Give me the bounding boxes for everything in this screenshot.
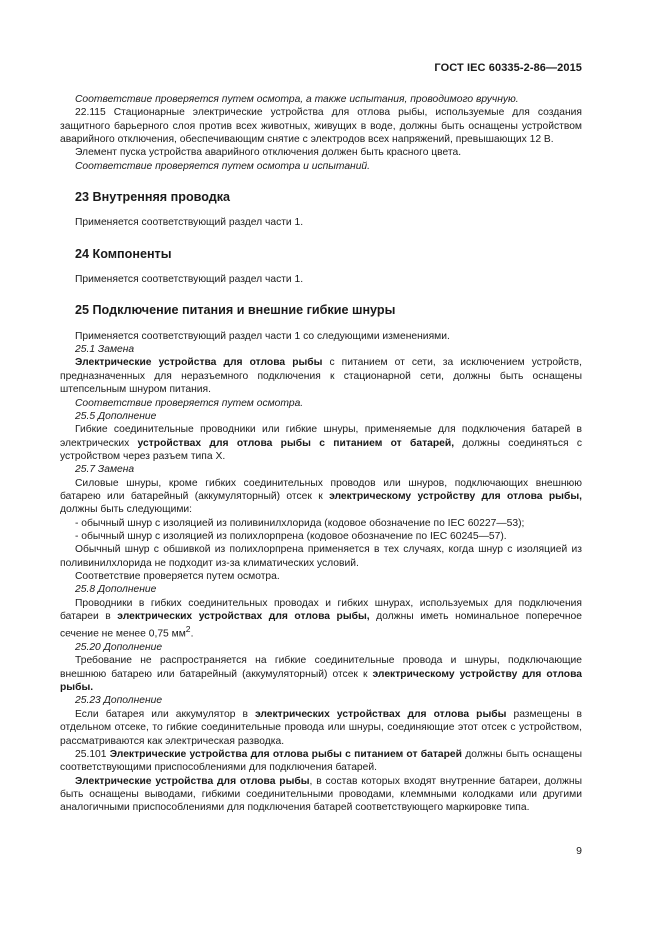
text-run: должны иметь номинальное поперечное сечение не менее 0,75 мм xyxy=(60,611,582,640)
clause-25-20-text xyxy=(60,654,582,694)
defined-term: электрическому устройству для отлова рыбы, xyxy=(329,490,582,502)
text-run: с питанием от сети, за исключением устройств, предназначенных для неразъемного подключения к стационарной сети, должны быть оснащены штепсельным шнуром питания. xyxy=(60,357,582,396)
paragraph-check: Соответствие проверяется путем осмотра и испытаний. xyxy=(75,160,371,172)
text-run: Требование не распространяется на гибкие соединительные провода и шнуры, подключающие внешнюю батарею или батарейный (аккумуляторный) отсек к xyxy=(60,655,582,680)
clause-25-8-text xyxy=(60,597,582,641)
clause-25-7-text xyxy=(60,477,582,517)
clause-25-5-text xyxy=(60,423,582,463)
clause-25-7-text-2: Обычный шнур с обшивкой из полихлорпрена применяется в тех случаях, когда шнур с изоляцией из поливинилхлорида не подходит из-за климатических условий. xyxy=(60,544,582,569)
section-24-heading: 24 Компоненты xyxy=(75,246,172,261)
clause-25-7-label: 25.7 Замена xyxy=(75,464,135,476)
clause-25-1-label: 25.1 Замена xyxy=(75,344,135,356)
defined-term: электрическому устройству для отлова рыбы. xyxy=(60,668,582,694)
list-item: - обычный шнур с изоляцией из поливинилхлорида (кодовое обозначение по IEC 60227—53); xyxy=(75,517,525,529)
clause-25-20-label: 25.20 Дополнение xyxy=(75,642,163,654)
clause-25-23-text xyxy=(60,708,582,748)
clause-number: 25.101 xyxy=(75,748,110,760)
section-25-intro: Применяется соответствующий раздел части 1 со следующими изменениями. xyxy=(75,330,450,342)
text-run: Если батарея или аккумулятор в xyxy=(75,708,255,720)
defined-term: Электрические устройства для отлова рыбы xyxy=(75,357,323,369)
section-23-heading: 23 Внутренняя проводка xyxy=(75,190,231,205)
defined-term: устройствах для отлова рыбы с питанием от батарей, xyxy=(137,437,455,449)
clause-25-23-label: 25.23 Дополнение xyxy=(75,695,163,707)
clause-25-7-check: Соответствие проверяется путем осмотра. xyxy=(75,570,280,582)
paragraph-red-button: Элемент пуска устройства аварийного отключения должен быть красного цвета. xyxy=(75,147,462,159)
defined-term: электрических устройствах для отлова рыбы, xyxy=(117,611,370,622)
clause-25-5-label: 25.5 Дополнение xyxy=(75,410,157,422)
defined-term: Электрические устройства для отлова рыбы xyxy=(75,775,310,787)
clause-25-101-text xyxy=(60,748,582,775)
text-run: Проводники в гибких соединительных проводах и гибких шнурах, используемых для подключения батареи в xyxy=(60,597,582,622)
text-run: должны быть оснащены соответствующими приспособлениями для подключения батарей. xyxy=(60,748,582,774)
clause-25-101-text-2 xyxy=(60,775,582,815)
text-run: , в состав которых входят внутренние батареи, должны быть оснащены выводами, гибкими соединительными проводами, клеммными колодками или другими аналогичными приспособлениями для подключения батарей соответствующего маркировке типа. xyxy=(60,775,582,814)
text-run: . xyxy=(190,628,194,640)
list-item: - обычный шнур с изоляцией из полихлорпрена (кодовое обозначение по IEC 60245—57). xyxy=(75,530,507,542)
section-25-heading: 25 Подключение питания и внешние гибкие шнуры xyxy=(75,303,396,318)
clause-25-8-label: 25.8 Дополнение xyxy=(75,584,157,596)
text-run: Гибкие соединительные проводники или гибкие шнуры, применяемые для подключения батарей в электрических xyxy=(60,424,582,449)
section-24-text: Применяется соответствующий раздел части 1. xyxy=(75,274,304,286)
text-run: размещены в отдельном отсеке, то гибкие соединительные провода или шнуры, соединяющие этот отсек с устройством, рассматриваются как электрическая разводка. xyxy=(60,708,583,747)
superscript: 2 xyxy=(185,624,191,635)
clause-25-1-check: Соответствие проверяется путем осмотра. xyxy=(75,397,304,409)
text-run: должны соединяться с устройством через разъем типа X. xyxy=(60,437,582,462)
document-code-header: ГОСТ IEC 60335-2-86—2015 xyxy=(434,62,582,74)
text-run: Силовые шнуры, кроме гибких соединительных проводов или шнуров, подключающих внешнюю батарею или батарейный (аккумуляторный) отсек к xyxy=(60,477,582,502)
document-body xyxy=(60,93,582,815)
text-run: должны быть следующими: xyxy=(60,504,193,516)
paragraph-22-115: 22.115 Стационарные электрические устройства для отлова рыбы, используемые для создания защитного барьерного слоя против всех животных, живущих в воде, должны быть оснащены устройством аварийного отключения, обеспечивающим снятие с электродов всех напряжений, превышающих 12 В. xyxy=(60,107,582,146)
page-number: 9 xyxy=(576,845,582,857)
section-23-text: Применяется соответствующий раздел части 1. xyxy=(75,217,304,229)
paragraph-check: Соответствие проверяется путем осмотра, а также испытания, проводимого вручную. xyxy=(75,94,519,105)
clause-25-1-text xyxy=(60,356,582,396)
defined-term: электрических устройствах для отлова рыбы xyxy=(254,708,507,720)
defined-term: Электрические устройства для отлова рыбы с питанием от батарей xyxy=(109,748,462,760)
